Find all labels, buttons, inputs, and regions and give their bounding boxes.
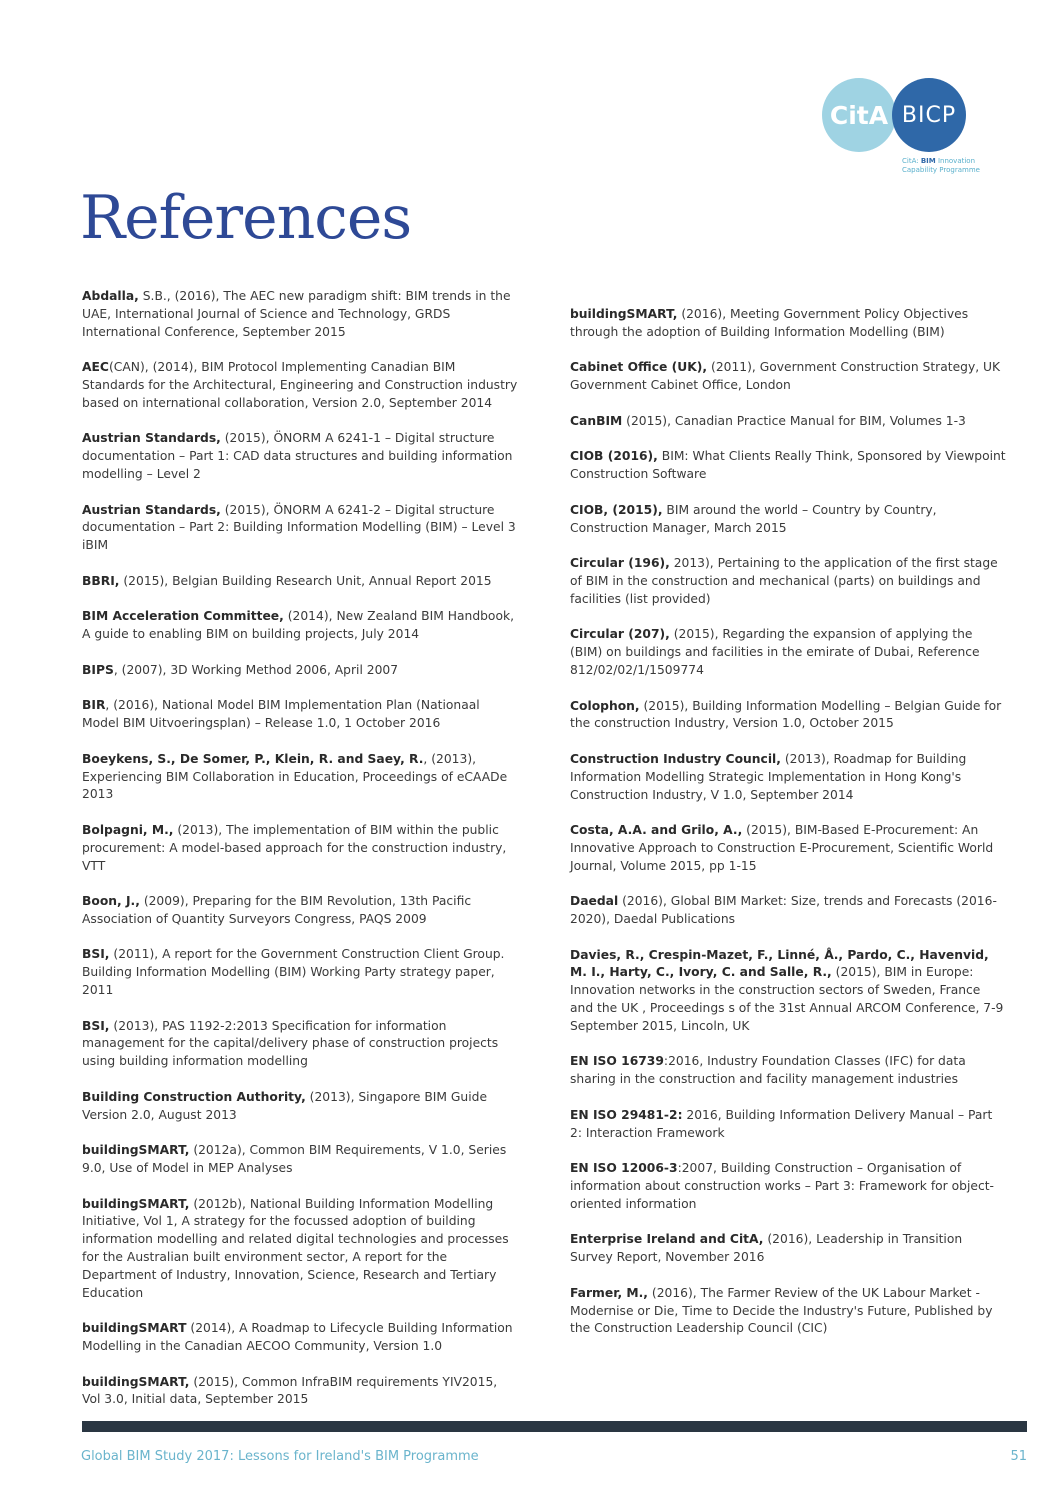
reference-author: Building Construction Authority, [82, 1089, 306, 1104]
reference-text: (2012b), National Building Information Modelling Initiative, Vol 1, A strategy for the focussed adoption of building information modelling and related digital technologies and processes for the Australian built environment sector, A report for the Department of Industry, Innovation, Science, Research and Tertiary Education [82, 1196, 509, 1300]
reference-entry [82, 662, 518, 680]
reference-text: (2011), A report for the Government Construction Client Group. Building Information Modelling (BIM) Working Party strategy paper, 2011 [82, 947, 505, 998]
page-title: References [80, 183, 412, 253]
reference-author: Austrian Standards, [82, 502, 221, 517]
logo-caption: CitA: BIM Innovation Capability Programme [902, 157, 980, 174]
reference-text: :2016, Industry Foundation Classes (IFC) for data sharing in the construction and facility management industries [570, 1054, 966, 1087]
reference-author: Circular (196), [570, 556, 670, 571]
reference-author: buildingSMART [82, 1321, 187, 1336]
cita-bicp-logo [822, 78, 992, 180]
reference-author: Daedal [570, 894, 619, 909]
reference-entry [82, 697, 518, 733]
reference-text: (2016), Leadership in Transition Survey Report, November 2016 [570, 1232, 963, 1265]
reference-text: , (2007), 3D Working Method 2006, April 2007 [113, 662, 399, 677]
reference-entry [82, 1196, 518, 1303]
reference-entry [82, 1374, 518, 1410]
reference-text: (2015), Canadian Practice Manual for BIM, Volumes 1-3 [622, 413, 966, 428]
reference-text: :2007, Building Construction – Organisation of information about construction works – Part 3: Framework for object-oriented information [570, 1161, 994, 1211]
reference-author: BIR [82, 698, 106, 713]
reference-entry [570, 502, 1006, 538]
reference-author: Abdalla, [82, 289, 139, 303]
reference-author: CIOB (2016), [570, 449, 658, 464]
reference-author: buildingSMART, [82, 1143, 190, 1158]
reference-entry [570, 893, 1006, 929]
reference-entry [570, 1231, 1006, 1267]
reference-entry [570, 306, 1006, 342]
bicp-logo-circle: BICP [892, 78, 966, 152]
reference-text: (CAN), (2014), BIM Protocol Implementing Canadian BIM Standards for the Architectural, Engineering and Construction industry based on international collaboration, Version 2.0, September 2014 [82, 360, 518, 410]
reference-author: Davies, R., Crespin-Mazet, F., Linné, Å., Pardo, C., Havenvid, M. I., Harty, C., Ivory, C. and Salle, R., [570, 947, 989, 980]
reference-entry [82, 608, 518, 644]
reference-entry [570, 626, 1006, 679]
reference-author: Boeykens, S., De Somer, P., Klein, R. and Saey, R. [82, 751, 424, 766]
reference-entry [82, 1089, 518, 1125]
reference-text: (2013), The implementation of BIM within the public procurement: A model-based approach for the construction industry, VTT [82, 822, 507, 873]
reference-entry [570, 698, 1006, 734]
reference-author: Enterprise Ireland and CitA, [570, 1232, 764, 1247]
reference-author: AEC [82, 360, 109, 375]
reference-text: (2015), ÖNORM A 6241-2 – Digital structure documentation – Part 2: Building Information Modelling (BIM) – Level 3 iBIM [82, 502, 516, 553]
reference-author: Austrian Standards, [82, 431, 221, 446]
reference-author: Bolpagni, M., [82, 822, 174, 837]
reference-author: Costa, A.A. and Grilo, A., [570, 823, 743, 838]
reference-entry [570, 1053, 1006, 1089]
reference-entry [82, 502, 518, 555]
reference-entry [570, 359, 1006, 395]
reference-text: (2015), Common InfraBIM requirements YIV2015, Vol 3.0, Initial data, September 2015 [82, 1374, 498, 1407]
reference-text: (2014), New Zealand BIM Handbook, A guide to enabling BIM on building projects, July 2014 [82, 609, 515, 642]
reference-entry [82, 1018, 518, 1071]
references-right-column [570, 306, 1006, 1356]
reference-text: BIM: What Clients Really Think, Sponsored by Viewpoint Construction Software [570, 449, 1006, 482]
reference-text: (2009), Preparing for the BIM Revolution, 13th Pacific Association of Quantity Surveyors Congress, PAQS 2009 [82, 894, 472, 926]
reference-text: (2016), Global BIM Market: Size, trends and Forecasts (2016-2020), Daedal Publications [570, 894, 997, 927]
reference-text: (2015), BIM-Based E-Procurement: An Innovative Approach to Construction E-Procurement, Scientific World Journal, Volume 2015, pp 1-15 [570, 823, 994, 873]
footer-divider [82, 1421, 1027, 1432]
reference-text: S.B., (2016), The AEC new paradigm shift: BIM trends in the UAE, International Journal of Science and Technology, GRDS International Conference, September 2015 [82, 289, 511, 339]
reference-author: EN ISO 16739 [570, 1054, 664, 1069]
reference-text: (2014), A Roadmap to Lifecycle Building Information Modelling in the Canadian AECOO Community, Version 1.0 [82, 1321, 513, 1354]
reference-text: (2012a), Common BIM Requirements, V 1.0, Series 9.0, Use of Model in MEP Analyses [82, 1143, 507, 1176]
reference-entry [570, 1160, 1006, 1213]
reference-author: buildingSMART, [82, 1374, 190, 1389]
cita-logo-circle: CitA [822, 78, 896, 152]
reference-entry [82, 1142, 518, 1178]
reference-entry [82, 573, 518, 591]
reference-entry [82, 288, 518, 341]
reference-author: BIPS [82, 662, 114, 677]
reference-entry [570, 822, 1006, 875]
reference-entry [570, 555, 1006, 608]
reference-text: (2011), Government Construction Strategy, UK Government Cabinet Office, London [570, 360, 1001, 393]
reference-author: EN ISO 29481-2: [570, 1107, 683, 1122]
reference-entry [570, 1285, 1006, 1338]
reference-author: Farmer, M., [570, 1285, 648, 1300]
reference-text: (2013), PAS 1192-2:2013 Specification for information management for the capital/delivery phase of construction projects using building information modelling [82, 1018, 499, 1069]
reference-author: BBRI, [82, 573, 120, 588]
reference-text: (2015), BIM in Europe: Innovation networks in the construction sectors of Sweden, France and the UK , Proceedings s of the 31st Annual ARCOM Conference, 7-9 September 2015, Lincoln, UK [570, 965, 1004, 1033]
reference-entry [82, 359, 518, 412]
reference-author: Cabinet Office (UK), [570, 360, 708, 375]
reference-author: EN ISO 12006-3 [570, 1161, 678, 1176]
reference-text: (2013), Singapore BIM Guide Version 2.0, August 2013 [82, 1089, 488, 1122]
reference-author: CanBIM [570, 413, 623, 428]
reference-author: buildingSMART, [82, 1196, 190, 1211]
reference-text: BIM around the world – Country by Country, Construction Manager, March 2015 [570, 502, 937, 535]
reference-entry [570, 1107, 1006, 1143]
reference-author: Boon, J., [82, 894, 140, 909]
reference-author: buildingSMART, [570, 307, 678, 321]
reference-text: , (2016), National Model BIM Implementation Plan (Nationaal Model BIM Uitvoeringsplan) – Release 1.0, 1 October 2016 [82, 698, 480, 731]
reference-entry [570, 413, 1006, 431]
reference-entry [570, 448, 1006, 484]
footer-title: Global BIM Study 2017: Lessons for Ireland's BIM Programme [81, 1449, 479, 1464]
reference-text: (2016), The Farmer Review of the UK Labour Market - Modernise or Die, Time to Decide the Industry's Future, Published by the Construction Leadership Council (CIC) [570, 1285, 993, 1336]
reference-author: Construction Industry Council, [570, 751, 781, 766]
page-number: 51 [1010, 1449, 1027, 1464]
reference-author: Colophon, [570, 698, 640, 713]
reference-entry [82, 893, 518, 929]
reference-author: BIM Acceleration Committee, [82, 609, 284, 624]
reference-entry [82, 430, 518, 483]
reference-text: , (2013), Experiencing BIM Collaboration in Education, Proceedings of eCAADe 2013 [82, 751, 508, 802]
reference-text: (2015), ÖNORM A 6241-1 – Digital structure documentation – Part 1: CAD data structures and building information modelling – Level 2 [82, 431, 513, 481]
reference-text: 2016, Building Information Delivery Manual – Part 2: Interaction Framework [570, 1107, 993, 1140]
reference-text: (2013), Roadmap for Building Information Modelling Strategic Implementation in Hong Kong's Construction Industry, V 1.0, September 2014 [570, 751, 967, 802]
reference-entry [570, 751, 1006, 804]
reference-text: (2015), Belgian Building Research Unit, Annual Report 2015 [119, 573, 492, 588]
reference-text: 2013), Pertaining to the application of the first stage of BIM in the construction and mechanical (parts) on buildings and facilities (list provided) [570, 556, 998, 606]
reference-author: BSI, [82, 1018, 110, 1033]
reference-text: (2015), Regarding the expansion of applying the (BIM) on buildings and facilities in the emirate of Dubai, Reference 812/02/02/1/1509774 [570, 627, 980, 677]
reference-text: (2015), Building Information Modelling – Belgian Guide for the construction Industry, Version 1.0, October 2015 [570, 698, 1002, 731]
reference-entry [82, 946, 518, 999]
reference-entry [82, 822, 518, 875]
reference-entry [82, 1320, 518, 1356]
reference-entry [82, 751, 518, 804]
reference-author: BSI, [82, 947, 110, 962]
references-left-column [82, 288, 518, 1427]
reference-entry [570, 947, 1006, 1036]
reference-text: (2016), Meeting Government Policy Objectives through the adoption of Building Information Modelling (BIM) [570, 307, 969, 339]
reference-author: Circular (207), [570, 627, 670, 642]
reference-author: CIOB, (2015), [570, 502, 663, 517]
